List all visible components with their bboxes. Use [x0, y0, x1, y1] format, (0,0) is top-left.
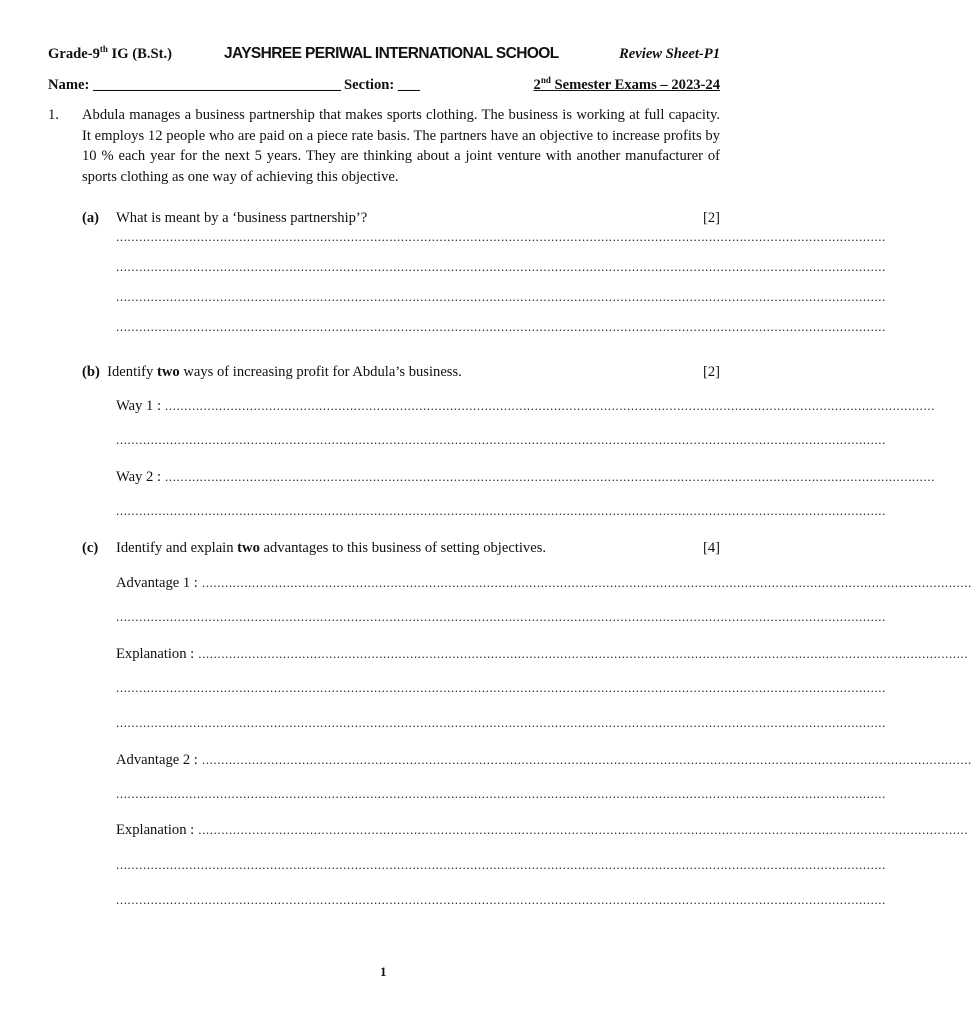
answer-line[interactable]: ........................................................................................................................................................................................................	[116, 892, 886, 907]
question-stem: Abdula manages a business partnership that makes sports clothing. The business is working at full capacity. It employs 12 people who are paid on a piece rate basis. The partners have an objective to increase profits by 10 % each year for the next 5 years. They are thinking about a joint venture with another manufacturer of sports clothing as one way of achieving this objective.	[82, 107, 720, 185]
grade-superscript: th	[99, 44, 108, 55]
answer-line[interactable]: ........................................................................................................................................................................................................	[116, 503, 886, 518]
school-name: JAYSHREE PERIWAL INTERNATIONAL SCHOOL	[224, 45, 559, 62]
part-b-label: (b)	[82, 364, 100, 380]
answer-line[interactable]: ........................................................................................................................................................................................................	[165, 398, 936, 413]
part-b-question	[82, 364, 462, 381]
answer-line[interactable]: ........................................................................................................................................................................................................	[116, 229, 886, 244]
answer-line[interactable]: ........................................................................................................................................................................................................	[116, 319, 886, 334]
grade-subject: IG (B.St.)	[107, 46, 172, 62]
way-1-label: Way 1 :	[116, 398, 162, 414]
answer-line[interactable]: ........................................................................................................................................................................................................	[116, 715, 886, 730]
part-c-text-before: Identify and explain	[116, 540, 238, 556]
grade-text: Grade-9	[48, 46, 100, 62]
part-b-text-after: ways of increasing profit for Abdula’s business.	[179, 364, 462, 380]
answer-line[interactable]: ........................................................................................................................................................................................................	[116, 786, 886, 801]
way-2-line[interactable]	[116, 469, 936, 486]
question-number: 1.	[48, 107, 59, 123]
part-c-label: (c)	[82, 540, 99, 556]
part-b-text-before: Identify	[107, 364, 157, 380]
answer-line[interactable]: ........................................................................................................................................................................................................	[116, 432, 886, 447]
advantage-2-line[interactable]	[116, 752, 972, 769]
explanation-1-label: Explanation :	[116, 646, 195, 662]
part-a-label: (a)	[82, 210, 100, 226]
part-c-text-after: advantages to this business of setting objectives.	[259, 540, 547, 556]
answer-line[interactable]: ........................................................................................................................................................................................................	[116, 259, 886, 274]
explanation-1-line[interactable]	[116, 646, 969, 663]
part-b-text-bold: two	[157, 364, 180, 380]
way-1-line[interactable]	[116, 398, 936, 415]
explanation-2-label: Explanation :	[116, 822, 195, 838]
exam-number: 2	[533, 77, 541, 93]
part-c-marks: [4]	[702, 540, 720, 556]
answer-line[interactable]: ........................................................................................................................................................................................................	[116, 289, 886, 304]
answer-line[interactable]: ........................................................................................................................................................................................................	[198, 646, 969, 661]
grade-label	[48, 46, 172, 63]
way-2-label: Way 2 :	[116, 469, 162, 485]
answer-line[interactable]: ........................................................................................................................................................................................................	[116, 680, 886, 695]
explanation-2-line[interactable]	[116, 822, 969, 839]
part-c-text-bold: two	[237, 540, 260, 556]
section-field-label: Section: ___	[344, 77, 420, 93]
part-a-question: What is meant by a ‘business partnership’?	[116, 210, 368, 226]
answer-line[interactable]: ........................................................................................................................................................................................................	[116, 609, 886, 624]
exam-superscript: nd	[540, 75, 551, 86]
part-a-marks: [2]	[702, 210, 720, 226]
answer-line[interactable]: ........................................................................................................................................................................................................	[116, 857, 886, 872]
answer-line[interactable]: ........................................................................................................................................................................................................	[165, 469, 936, 484]
exam-text: Semester Exams – 2023-24	[550, 77, 720, 93]
name-field-label: Name: __________________________________	[48, 77, 342, 93]
answer-line[interactable]: ........................................................................................................................................................................................................	[198, 822, 969, 837]
sheet-title: Review Sheet-P1	[619, 46, 720, 62]
exam-title	[534, 77, 720, 94]
part-b-marks: [2]	[702, 364, 720, 380]
advantage-1-label: Advantage 1 :	[116, 575, 198, 591]
page-number: 1	[380, 964, 387, 979]
answer-line[interactable]: ........................................................................................................................................................................................................	[201, 575, 972, 590]
answer-line[interactable]: ........................................................................................................................................................................................................	[201, 752, 972, 767]
part-c-question	[116, 540, 546, 557]
advantage-2-label: Advantage 2 :	[116, 752, 198, 768]
advantage-1-line[interactable]	[116, 575, 972, 592]
